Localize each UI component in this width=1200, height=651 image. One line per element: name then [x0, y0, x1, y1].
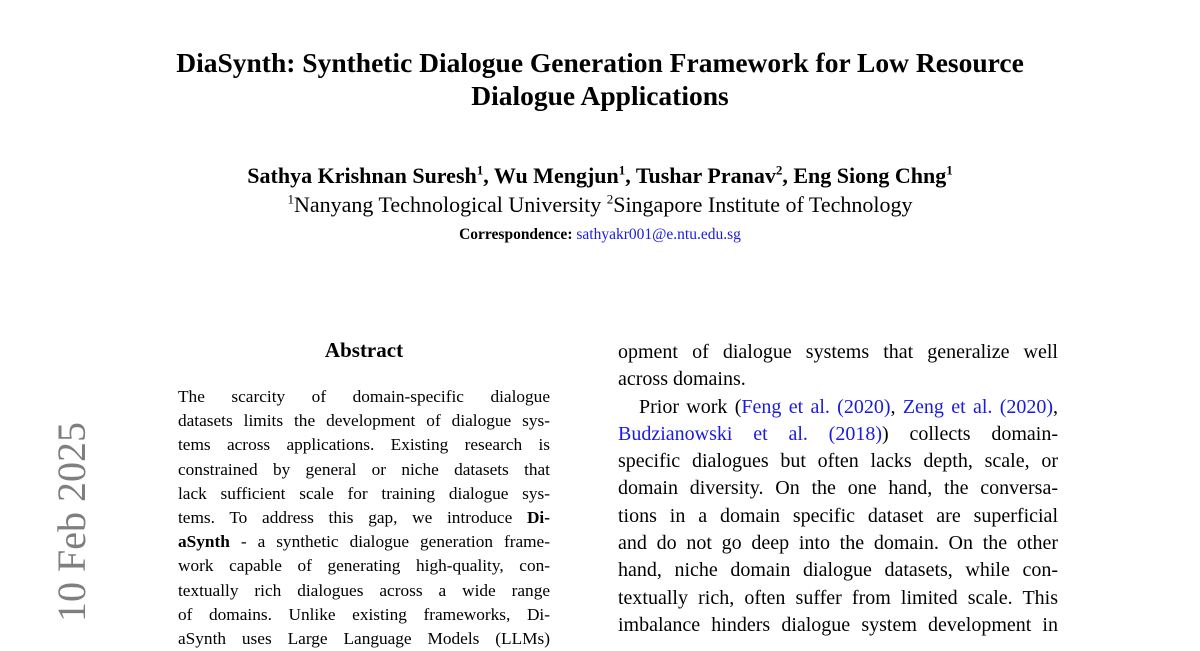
- correspondence-line: [0, 224, 1200, 246]
- arxiv-date-stamp: 10 Feb 2025: [49, 422, 94, 622]
- abstract-body: [178, 385, 550, 651]
- intro-line: and do not go deep into the domain. On the other: [618, 532, 1058, 555]
- paper-title-line-2: Dialogue Applications: [471, 80, 729, 111]
- author-name: Wu Mengjun: [493, 163, 619, 188]
- abstract-line: lack sufficient scale for training dialogue sys-: [178, 483, 550, 503]
- introduction-column: [618, 339, 1058, 639]
- citation-link-feng[interactable]: Feng et al. (2020): [741, 395, 891, 418]
- paper-title-line-1: DiaSynth: Synthetic Dialogue Generation Framework for Low Resource: [176, 47, 1024, 78]
- intro-line: domain diversity. On the one hand, the conversa-: [618, 477, 1058, 500]
- diasynth-bold-name: Di-: [526, 508, 550, 528]
- abstract-line: textually rich dialogues across a wide range: [178, 580, 550, 600]
- intro-line: imbalance hinders dialogue system development in: [618, 613, 1058, 636]
- abstract-line: [178, 530, 550, 554]
- intro-text: ,: [890, 395, 903, 418]
- author-name: Tushar Pranav: [635, 163, 776, 188]
- abstract-heading: Abstract: [324, 338, 404, 362]
- correspondence-email-link[interactable]: sathyakr001@e.ntu.edu.sg: [576, 226, 741, 243]
- intro-line: specific dialogues but often lacks depth, scale, or: [618, 450, 1058, 473]
- intro-line: opment of dialogue systems that generalize well: [618, 341, 1058, 363]
- author-affil-mark: 2: [775, 162, 783, 178]
- abstract-line: [178, 506, 550, 530]
- intro-text: ,: [1053, 395, 1059, 418]
- intro-line: tions in a domain specific dataset are superficial: [618, 504, 1058, 527]
- intro-text: Prior work (: [639, 395, 742, 418]
- intro-line: textually rich, often suffer from limited scale. This: [618, 586, 1058, 609]
- author-affil-mark: 1: [618, 162, 626, 178]
- author-affil-mark: 1: [476, 162, 484, 178]
- paper-title: [0, 46, 1200, 112]
- intro-line: [618, 394, 1058, 421]
- intro-text: ) collects domain-: [882, 422, 1058, 445]
- author-affil-mark: 1: [946, 162, 953, 178]
- abstract-line: work capable of generating high-quality, con-: [178, 556, 550, 576]
- affiliation-name: Singapore Institute of Technology: [613, 192, 913, 217]
- citation-link-zeng[interactable]: Zeng et al. (2020): [902, 395, 1054, 418]
- abstract-line: datasets limits the development of dialogue sys-: [178, 411, 550, 431]
- intro-line: hand, niche domain dialogue datasets, while con-: [618, 559, 1058, 582]
- abstract-line: aSynth uses Large Language Models (LLMs): [178, 629, 550, 649]
- correspondence-label: Correspondence:: [459, 226, 573, 243]
- author-name: Eng Siong Chng: [793, 163, 947, 188]
- abstract-line: of domains. Unlike existing frameworks, Di-: [178, 604, 550, 624]
- abstract-line: tems across applications. Existing research is: [178, 435, 550, 455]
- intro-line: [618, 421, 1058, 448]
- diasynth-bold-name: aSynth: [178, 532, 230, 552]
- author-list: Sathya Krishnan Suresh$^1$, Wu Mengjun$^1$, Tushar Pranav$^2$, Eng Siong Chng$^1$: [247, 162, 953, 188]
- citation-link-budzianowski[interactable]: Budzianowski et al. (2018): [618, 422, 883, 445]
- abstract-line: The scarcity of domain-specific dialogue: [178, 387, 550, 406]
- abstract-line-text: - a synthetic dialogue generation frame-: [229, 532, 550, 552]
- abstract-line-text: tems. To address this gap, we introduce: [178, 508, 527, 528]
- intro-line: across domains.: [618, 368, 746, 391]
- affiliation-mark: 2: [606, 191, 614, 207]
- affiliation-name: Nanyang Technological University: [294, 192, 602, 217]
- affiliation-line: [0, 190, 1200, 220]
- author-name: Sathya Krishnan Suresh: [247, 163, 477, 188]
- affiliation-mark: 1: [287, 191, 294, 207]
- abstract-line: constrained by general or niche datasets that: [178, 459, 550, 479]
